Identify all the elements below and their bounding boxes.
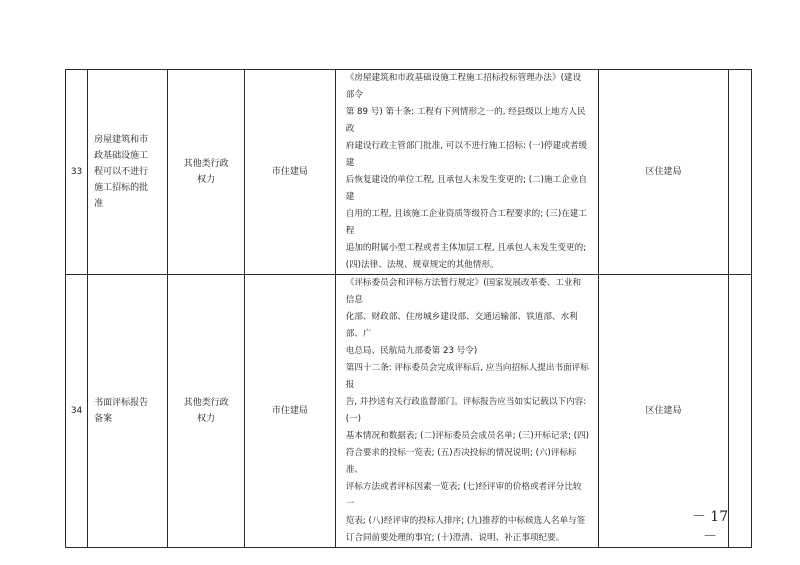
- power-type-cell: 其他类行政 权力: [168, 70, 245, 275]
- district-dept-cell: 区住建局: [599, 275, 729, 548]
- power-list-table: [65, 69, 752, 548]
- item-name-cell: 书面评标报告 备案: [88, 275, 168, 548]
- legal-basis-cell: 《评标委员会和评标方法暂行规定》(国家发展改革委、工业和信息 化部、财政部、住房城乡建设部、交通运输部、铁道部、水利部、广 电总局、民航局九部委第 23 号令) 第四十二条: 评标委员会完成评标后, 应当向招标人提出书面评标报 告, 并抄送有关行政监督部门。评标报告应当如实记载以下内容: (一) 基本情况和数据表; (二)评标委员会成员名单; (三)开标记录; (四) 符合要求的投标一览表; (五)否决投标的情况说明; (六)评标标准、 评标方法或者评标因素一览表; (七)经评审的价格或者评分比较一 览表; (八)经评审的投标人排序; (九)推荐的中标候选人名单与签 订合同前要处理的事宜; (十)澄清、说明、补正事项纪要。: [335, 275, 598, 548]
- row-number-cell: 34: [66, 275, 88, 548]
- item-name-cell: 房屋建筑和市 政基础设施工 程可以不进行 施工招标的批 准: [88, 70, 168, 275]
- table-row: [66, 70, 752, 275]
- note-cell: [728, 70, 751, 275]
- power-type-cell: 其他类行政 权力: [168, 275, 245, 548]
- implementing-body-cell: 市住建局: [245, 70, 336, 275]
- implementing-body-cell: 市住建局: [245, 275, 336, 548]
- district-dept-cell: 区住建局: [599, 70, 729, 275]
- legal-basis-cell: 《房屋建筑和市政基础设施工程施工招标投标管理办法》(建设部令 第 89 号) 第十条: 工程有下列情形之一的, 经县级以上地方人民政 府建设行政主管部门批准, 可以不进行施工招标: (一)停建或者缓建 后恢复建设的单位工程, 且承包人未发生变更的; (二)施工企业自建 自用的工程, 且该施工企业资质等级符合工程要求的; (三)在建工程 追加的附属小型工程或者主体加层工程, 且承包人未发生变更的; (四)法律、法规、规章规定的其他情形。: [335, 70, 598, 275]
- table-row: [66, 275, 752, 548]
- row-number-cell: 33: [66, 70, 88, 275]
- page-number: － 17 －: [691, 509, 729, 545]
